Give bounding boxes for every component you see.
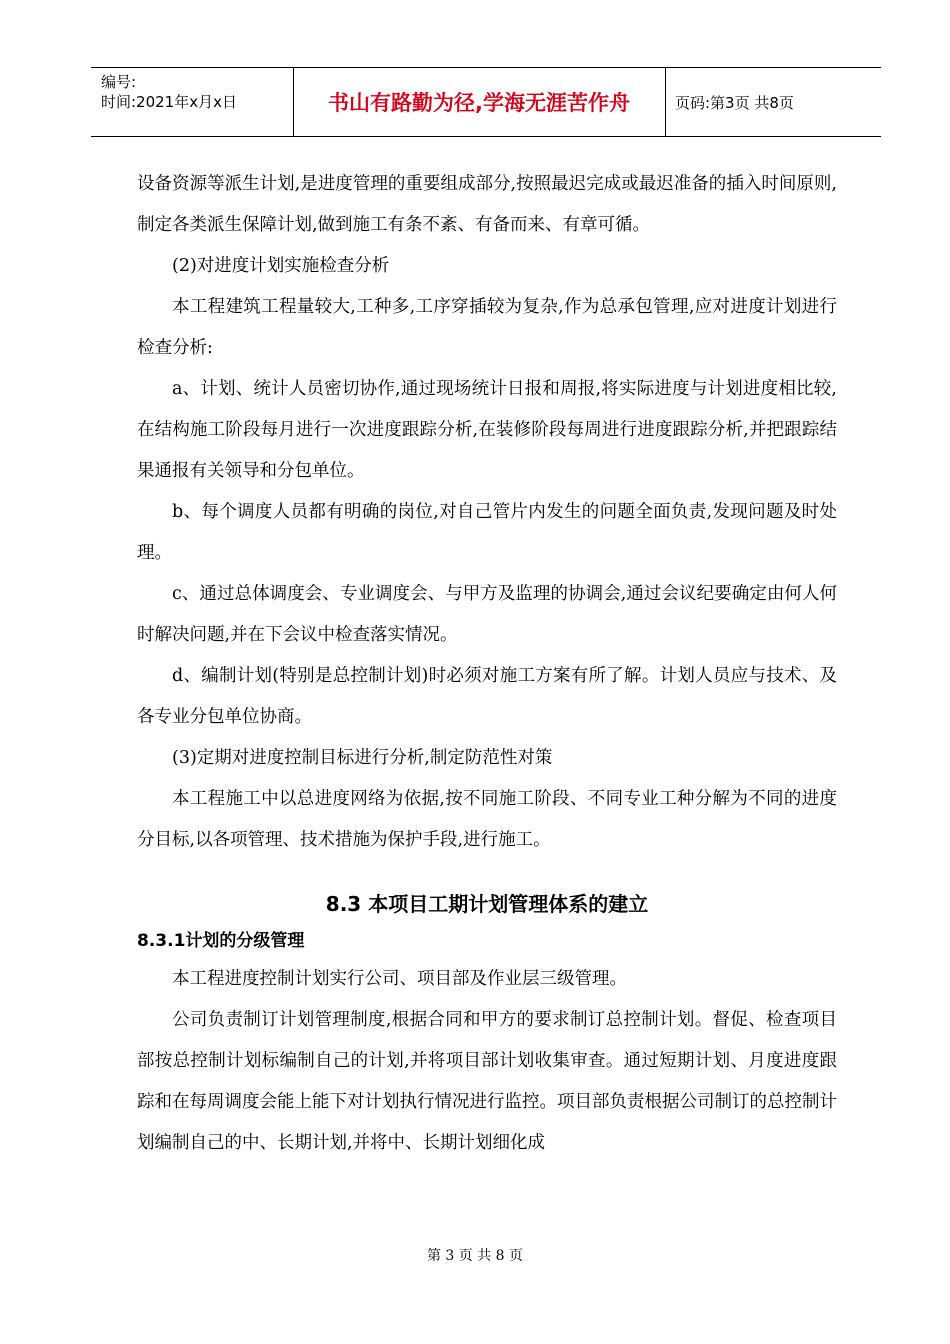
paragraph-heading: (3)定期对进度控制目标进行分析,制定防范性对策 (172, 748, 553, 768)
subsection-title: 8.3.1计划的分级管理 (137, 931, 305, 951)
paragraph: 本工程建筑工程量较大,工种多,工序穿插较为复杂,作为总承包管理,应对进度计划进行检查分析: (137, 297, 837, 358)
header-page-info: 页码:第3页 共8页 (675, 94, 794, 112)
paragraph: 设备资源等派生计划,是进度管理的重要组成部分,按照最迟完成或最迟准备的插入时间原则,制定各类派生保障计划,做到施工有条不紊、有备而来、有章可循。 (137, 174, 837, 235)
section-title: 8.3 本项目工期计划管理体系的建立 (325, 892, 649, 916)
list-item: b、每个调度人员都有明确的岗位,对自己管片内发生的问题全面负责,发现问题及时处理。 (137, 502, 837, 563)
page-footer: 第 3 页 共 8 页 (426, 1248, 524, 1264)
time-label: 时间:2021年x月x日 (101, 93, 237, 111)
list-item: c、通过总体调度会、专业调度会、与甲方及监理的协调会,通过会议纪要确定由何人何时解决问题,并在下会议中检查落实情况。 (137, 584, 837, 645)
paragraph: 本工程进度控制计划实行公司、项目部及作业层三级管理。 (172, 969, 627, 989)
paragraph: 公司负责制订计划管理制度,根据合同和甲方的要求制订总控制计划。督促、检查项目部按总控制计划标编制自己的计划,并将项目部计划收集审查。通过短期计划、月度进度跟踪和在每周调度会能上能下对计划执行情况进行监控。项目部负责根据公司制订的总控制计划编制自己的中、长期计划,并将中、长期计划细化成 (137, 1010, 837, 1153)
paragraph-heading: (2)对进度计划实施检查分析 (172, 256, 390, 276)
list-item: a、计划、统计人员密切协作,通过现场统计日报和周报,将实际进度与计划进度相比较,在结构施工阶段每月进行一次进度跟踪分析,在装修阶段每周进行进度跟踪分析,并把跟踪结果通报有关领导和分包单位。 (137, 379, 837, 481)
list-item: d、编制计划(特别是总控制计划)时必须对施工方案有所了解。计划人员应与技术、及各专业分包单位协商。 (137, 666, 837, 727)
document-body (137, 164, 837, 1164)
document-header (91, 67, 881, 137)
header-motto: 书山有路勤为径,学海无涯苦作舟 (328, 91, 630, 115)
header-meta (101, 72, 237, 112)
code-label: 编号: (101, 73, 137, 91)
header-divider (665, 68, 666, 136)
paragraph: 本工程施工中以总进度网络为依据,按不同施工阶段、不同专业工种分解为不同的进度分目标,以各项管理、技术措施为保护手段,进行施工。 (137, 789, 837, 850)
